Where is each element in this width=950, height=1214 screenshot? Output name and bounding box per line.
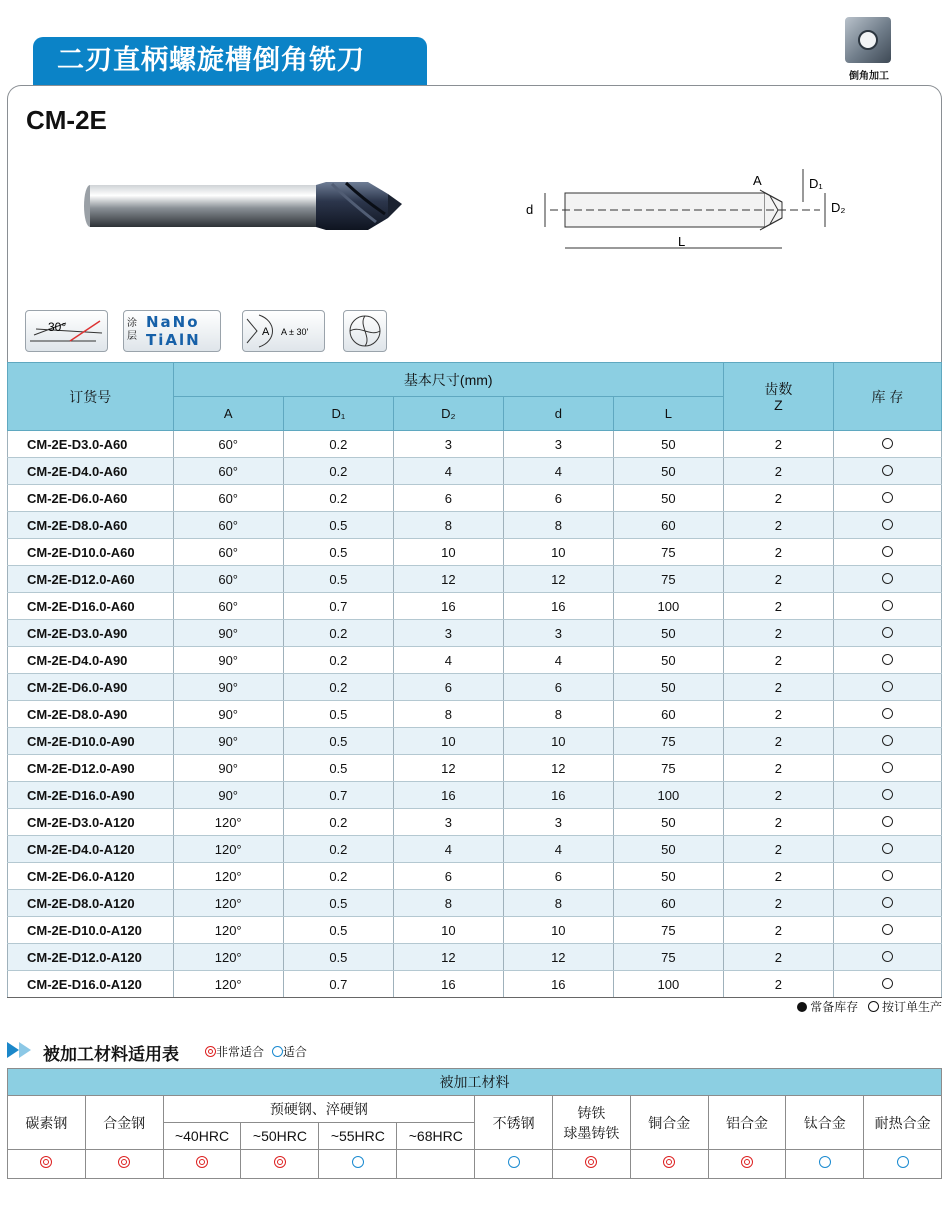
cell-D2: 8	[393, 701, 503, 728]
cell-code: CM-2E-D3.0-A60	[8, 431, 174, 458]
cell-code: CM-2E-D16.0-A60	[8, 593, 174, 620]
cell-L: 60	[613, 701, 723, 728]
table-row	[8, 593, 942, 620]
cell-A: 120°	[173, 944, 283, 971]
made-to-order-icon	[882, 978, 893, 989]
very-suitable-icon	[40, 1156, 52, 1168]
cell-d: 12	[503, 944, 613, 971]
suitability-cell	[553, 1150, 631, 1179]
suitability-cell	[241, 1150, 319, 1179]
mat-col-11: 耐热合金	[864, 1096, 942, 1150]
mat-col-0: 碳素钢	[8, 1096, 86, 1150]
cell-Z: 2	[723, 836, 833, 863]
mat-col-1: 合金钢	[85, 1096, 163, 1150]
cell-stock	[833, 431, 941, 458]
cell-stock	[833, 917, 941, 944]
cell-A: 90°	[173, 782, 283, 809]
cell-D2: 3	[393, 620, 503, 647]
mat-col-2: ~40HRC	[163, 1123, 241, 1150]
cell-code: CM-2E-D10.0-A120	[8, 917, 174, 944]
cell-D1: 0.5	[283, 890, 393, 917]
suitability-cell	[630, 1150, 708, 1179]
cell-D1: 0.5	[283, 539, 393, 566]
materials-heading	[7, 1040, 507, 1065]
table-row	[8, 647, 942, 674]
angle-tol-text: A ± 30'	[281, 327, 309, 337]
coating-label: 涂层	[127, 318, 137, 342]
cell-code: CM-2E-D6.0-A120	[8, 863, 174, 890]
cell-stock	[833, 566, 941, 593]
very-suitable-icon	[585, 1156, 597, 1168]
cell-stock	[833, 836, 941, 863]
cell-Z: 2	[723, 647, 833, 674]
cell-L: 75	[613, 539, 723, 566]
spec-table	[7, 362, 942, 998]
cell-A: 90°	[173, 755, 283, 782]
cell-D1: 0.2	[283, 620, 393, 647]
table-row	[8, 620, 942, 647]
cell-D2: 10	[393, 917, 503, 944]
cell-stock	[833, 620, 941, 647]
cell-D1: 0.2	[283, 809, 393, 836]
title-banner	[33, 37, 427, 85]
dim-D1-label: D₁	[809, 176, 823, 191]
cell-Z: 2	[723, 620, 833, 647]
col-A: A	[173, 397, 283, 431]
cell-Z: 2	[723, 458, 833, 485]
table-row	[8, 566, 942, 593]
dim-d-label: d	[526, 202, 534, 217]
table-row	[8, 512, 942, 539]
cell-L: 60	[613, 890, 723, 917]
cell-D2: 8	[393, 512, 503, 539]
cell-stock	[833, 512, 941, 539]
very-suitable-icon	[196, 1156, 208, 1168]
cell-D1: 0.2	[283, 458, 393, 485]
cell-D1: 0.7	[283, 971, 393, 998]
cell-D2: 8	[393, 890, 503, 917]
cell-A: 90°	[173, 728, 283, 755]
suitability-cell	[163, 1150, 241, 1179]
double-arrow-icon	[7, 1042, 37, 1058]
cell-D2: 4	[393, 647, 503, 674]
cell-Z: 2	[723, 917, 833, 944]
dim-A-label: A	[753, 173, 762, 188]
cell-L: 50	[613, 809, 723, 836]
cell-L: 100	[613, 782, 723, 809]
cell-code: CM-2E-D8.0-A120	[8, 890, 174, 917]
table-row	[8, 674, 942, 701]
chamfer-badge-label: 倒角加工	[849, 71, 889, 82]
cell-A: 120°	[173, 836, 283, 863]
suitability-cell	[708, 1150, 786, 1179]
cell-code: CM-2E-D6.0-A90	[8, 674, 174, 701]
cell-Z: 2	[723, 431, 833, 458]
materials-table	[7, 1068, 942, 1179]
made-to-order-icon	[882, 600, 893, 611]
table-row	[8, 728, 942, 755]
suitability-cell	[786, 1150, 864, 1179]
chamfer-insert-icon	[845, 17, 891, 63]
table-row	[8, 917, 942, 944]
col-teeth: 齿数 Z	[723, 363, 833, 431]
cell-A: 90°	[173, 647, 283, 674]
made-to-order-icon	[882, 465, 893, 476]
cell-stock	[833, 485, 941, 512]
cell-stock	[833, 701, 941, 728]
cell-Z: 2	[723, 539, 833, 566]
cell-d: 8	[503, 890, 613, 917]
cell-A: 60°	[173, 431, 283, 458]
end-mill-photo	[76, 178, 416, 234]
cell-code: CM-2E-D3.0-A120	[8, 809, 174, 836]
table-row	[8, 836, 942, 863]
cell-L: 50	[613, 863, 723, 890]
mat-col-4: ~55HRC	[319, 1123, 397, 1150]
cell-L: 75	[613, 944, 723, 971]
cell-A: 60°	[173, 593, 283, 620]
cell-stock	[833, 674, 941, 701]
cell-A: 120°	[173, 890, 283, 917]
cell-d: 3	[503, 809, 613, 836]
col-stock: 库 存	[833, 363, 941, 431]
suitability-cell	[397, 1150, 475, 1179]
table-row	[8, 971, 942, 998]
cell-L: 50	[613, 674, 723, 701]
cell-L: 50	[613, 647, 723, 674]
cell-D2: 12	[393, 755, 503, 782]
made-to-order-icon	[882, 735, 893, 746]
cell-code: CM-2E-D16.0-A120	[8, 971, 174, 998]
cell-code: CM-2E-D4.0-A90	[8, 647, 174, 674]
cell-code: CM-2E-D10.0-A90	[8, 728, 174, 755]
very-suitable-icon	[663, 1156, 675, 1168]
cell-code: CM-2E-D6.0-A60	[8, 485, 174, 512]
cell-D2: 6	[393, 863, 503, 890]
cell-d: 16	[503, 593, 613, 620]
cell-D2: 3	[393, 809, 503, 836]
made-to-order-icon	[882, 681, 893, 692]
cell-Z: 2	[723, 809, 833, 836]
cell-stock	[833, 863, 941, 890]
cell-D2: 6	[393, 674, 503, 701]
cell-stock	[833, 728, 941, 755]
cell-stock	[833, 809, 941, 836]
cell-A: 60°	[173, 566, 283, 593]
cell-Z: 2	[723, 728, 833, 755]
very-suitable-icon	[741, 1156, 753, 1168]
cell-L: 75	[613, 566, 723, 593]
suitable-icon	[897, 1156, 909, 1168]
cell-d: 4	[503, 647, 613, 674]
dim-D2-label: D₂	[831, 200, 846, 215]
cell-d: 3	[503, 620, 613, 647]
cell-d: 10	[503, 917, 613, 944]
legend-order: 按订单生产	[881, 1000, 942, 1014]
table-row	[8, 755, 942, 782]
cell-D2: 10	[393, 539, 503, 566]
cell-d: 8	[503, 701, 613, 728]
mat-col-6: 不锈钢	[475, 1096, 553, 1150]
cell-stock	[833, 458, 941, 485]
cell-A: 90°	[173, 674, 283, 701]
cell-D2: 16	[393, 593, 503, 620]
suitability-row	[8, 1150, 942, 1179]
col-D1: D₁	[283, 397, 393, 431]
mat-col-3: ~50HRC	[241, 1123, 319, 1150]
cell-Z: 2	[723, 566, 833, 593]
cell-code: CM-2E-D12.0-A120	[8, 944, 174, 971]
cell-d: 3	[503, 431, 613, 458]
cell-code: CM-2E-D4.0-A120	[8, 836, 174, 863]
col-L: L	[613, 397, 723, 431]
cell-L: 100	[613, 971, 723, 998]
materials-title: 被加工材料适用表	[43, 1045, 179, 1065]
cell-A: 60°	[173, 539, 283, 566]
cell-stock	[833, 539, 941, 566]
made-to-order-icon	[882, 546, 893, 557]
mat-col-hardened: 预硬钢、淬硬钢	[163, 1096, 475, 1123]
stock-legend	[797, 998, 942, 1015]
cell-L: 75	[613, 755, 723, 782]
cell-D1: 0.7	[283, 593, 393, 620]
cell-d: 10	[503, 539, 613, 566]
cell-stock	[833, 593, 941, 620]
cell-D1: 0.5	[283, 728, 393, 755]
mat-col-5: ~68HRC	[397, 1123, 475, 1150]
made-to-order-icon	[882, 627, 893, 638]
dimension-drawing	[520, 160, 850, 260]
cell-D2: 16	[393, 971, 503, 998]
table-row	[8, 431, 942, 458]
cell-A: 120°	[173, 863, 283, 890]
cell-A: 90°	[173, 701, 283, 728]
cell-D1: 0.7	[283, 782, 393, 809]
angle-A-text: A	[262, 326, 270, 338]
two-flute-section-icon	[343, 310, 387, 352]
angle-tolerance-icon	[242, 310, 325, 352]
table-row	[8, 701, 942, 728]
mat-col-8: 铜合金	[630, 1096, 708, 1150]
cell-Z: 2	[723, 512, 833, 539]
mat-col-7: 铸铁 球墨铸铁	[553, 1096, 631, 1150]
cell-L: 50	[613, 620, 723, 647]
table-row	[8, 782, 942, 809]
made-to-order-icon	[882, 924, 893, 935]
made-to-order-icon	[882, 519, 893, 530]
made-to-order-icon	[882, 492, 893, 503]
very-suitable-icon	[274, 1156, 286, 1168]
cell-A: 60°	[173, 485, 283, 512]
chamfer-badge	[843, 17, 895, 83]
cell-d: 8	[503, 512, 613, 539]
table-row	[8, 485, 942, 512]
cell-d: 12	[503, 755, 613, 782]
cell-d: 4	[503, 836, 613, 863]
cell-D1: 0.2	[283, 647, 393, 674]
suitability-cell	[85, 1150, 163, 1179]
helix-30-icon	[25, 310, 108, 352]
cell-D1: 0.2	[283, 836, 393, 863]
cell-code: CM-2E-D8.0-A90	[8, 701, 174, 728]
suitable-icon	[508, 1156, 520, 1168]
col-basic-size: 基本尺寸(mm)	[173, 363, 723, 397]
suitable-icon	[352, 1156, 364, 1168]
cell-A: 120°	[173, 917, 283, 944]
cell-code: CM-2E-D4.0-A60	[8, 458, 174, 485]
cell-A: 60°	[173, 512, 283, 539]
table-row	[8, 539, 942, 566]
legend-stock: 常备库存	[810, 1000, 859, 1014]
col-D2: D₂	[393, 397, 503, 431]
cell-D2: 12	[393, 566, 503, 593]
cell-stock	[833, 755, 941, 782]
cell-code: CM-2E-D8.0-A60	[8, 512, 174, 539]
made-to-order-icon	[882, 897, 893, 908]
cell-Z: 2	[723, 593, 833, 620]
cell-A: 120°	[173, 971, 283, 998]
cell-D1: 0.5	[283, 755, 393, 782]
cell-D2: 12	[393, 944, 503, 971]
stock-dot-icon	[797, 1002, 807, 1012]
model-code: CM-2E	[26, 105, 107, 135]
made-to-order-icon	[882, 789, 893, 800]
cell-D2: 16	[393, 782, 503, 809]
cell-stock	[833, 647, 941, 674]
cell-D1: 0.5	[283, 917, 393, 944]
cell-stock	[833, 782, 941, 809]
cell-D1: 0.2	[283, 485, 393, 512]
very-suitable-icon	[118, 1156, 130, 1168]
very-suitable-icon	[205, 1046, 216, 1057]
cell-A: 120°	[173, 809, 283, 836]
cell-A: 60°	[173, 458, 283, 485]
cell-Z: 2	[723, 674, 833, 701]
cell-L: 75	[613, 728, 723, 755]
suitability-cell	[8, 1150, 86, 1179]
cell-D2: 10	[393, 728, 503, 755]
made-to-order-icon	[882, 870, 893, 881]
cell-Z: 2	[723, 863, 833, 890]
cell-D1: 0.5	[283, 512, 393, 539]
cell-L: 50	[613, 485, 723, 512]
made-to-order-icon	[882, 573, 893, 584]
col-d: d	[503, 397, 613, 431]
cell-D1: 0.5	[283, 566, 393, 593]
order-ring-icon	[868, 1001, 879, 1012]
table-row	[8, 458, 942, 485]
cell-A: 90°	[173, 620, 283, 647]
cell-D1: 0.2	[283, 431, 393, 458]
table-row	[8, 944, 942, 971]
col-order-code: 订货号	[8, 363, 174, 431]
suitability-cell	[319, 1150, 397, 1179]
cell-d: 10	[503, 728, 613, 755]
cell-code: CM-2E-D10.0-A60	[8, 539, 174, 566]
made-to-order-icon	[882, 654, 893, 665]
cell-D2: 3	[393, 431, 503, 458]
cell-L: 75	[613, 917, 723, 944]
cell-L: 50	[613, 836, 723, 863]
suitable-icon	[272, 1046, 283, 1057]
cell-stock	[833, 944, 941, 971]
table-row	[8, 809, 942, 836]
cell-code: CM-2E-D3.0-A90	[8, 620, 174, 647]
cell-stock	[833, 890, 941, 917]
cell-Z: 2	[723, 701, 833, 728]
cell-code: CM-2E-D12.0-A60	[8, 566, 174, 593]
cell-Z: 2	[723, 485, 833, 512]
made-to-order-icon	[882, 438, 893, 449]
cell-L: 50	[613, 431, 723, 458]
cell-d: 4	[503, 458, 613, 485]
cell-Z: 2	[723, 890, 833, 917]
cell-d: 12	[503, 566, 613, 593]
made-to-order-icon	[882, 816, 893, 827]
cell-d: 6	[503, 863, 613, 890]
cell-code: CM-2E-D16.0-A90	[8, 782, 174, 809]
page-title: 二刃直柄螺旋槽倒角铣刀	[57, 45, 365, 76]
cell-L: 50	[613, 458, 723, 485]
helix-angle-text: 30°	[48, 320, 67, 334]
suitability-cell	[864, 1150, 942, 1179]
made-to-order-icon	[882, 951, 893, 962]
mat-col-9: 铝合金	[708, 1096, 786, 1150]
suitability-cell	[475, 1150, 553, 1179]
materials-note: 非常适合 适合	[205, 1043, 307, 1060]
coating-line2: TiAlN	[146, 331, 201, 349]
table-row	[8, 890, 942, 917]
cell-D2: 4	[393, 458, 503, 485]
cell-D1: 0.2	[283, 863, 393, 890]
dim-L-label: L	[678, 234, 686, 249]
cell-Z: 2	[723, 782, 833, 809]
cell-code: CM-2E-D12.0-A90	[8, 755, 174, 782]
cell-stock	[833, 971, 941, 998]
cell-D2: 4	[393, 836, 503, 863]
cell-Z: 2	[723, 971, 833, 998]
cell-L: 100	[613, 593, 723, 620]
cell-d: 16	[503, 782, 613, 809]
cell-D1: 0.2	[283, 674, 393, 701]
cell-d: 6	[503, 674, 613, 701]
made-to-order-icon	[882, 708, 893, 719]
coating-line1: NaNo	[146, 313, 200, 331]
mat-col-10: 钛合金	[786, 1096, 864, 1150]
made-to-order-icon	[882, 762, 893, 773]
cell-D2: 6	[393, 485, 503, 512]
table-row	[8, 863, 942, 890]
cell-Z: 2	[723, 944, 833, 971]
cell-Z: 2	[723, 755, 833, 782]
suitable-icon	[819, 1156, 831, 1168]
cell-d: 6	[503, 485, 613, 512]
made-to-order-icon	[882, 843, 893, 854]
cell-D1: 0.5	[283, 944, 393, 971]
cell-L: 60	[613, 512, 723, 539]
cell-d: 16	[503, 971, 613, 998]
cell-D1: 0.5	[283, 701, 393, 728]
materials-header: 被加工材料	[8, 1069, 942, 1096]
coating-icon	[123, 310, 221, 352]
